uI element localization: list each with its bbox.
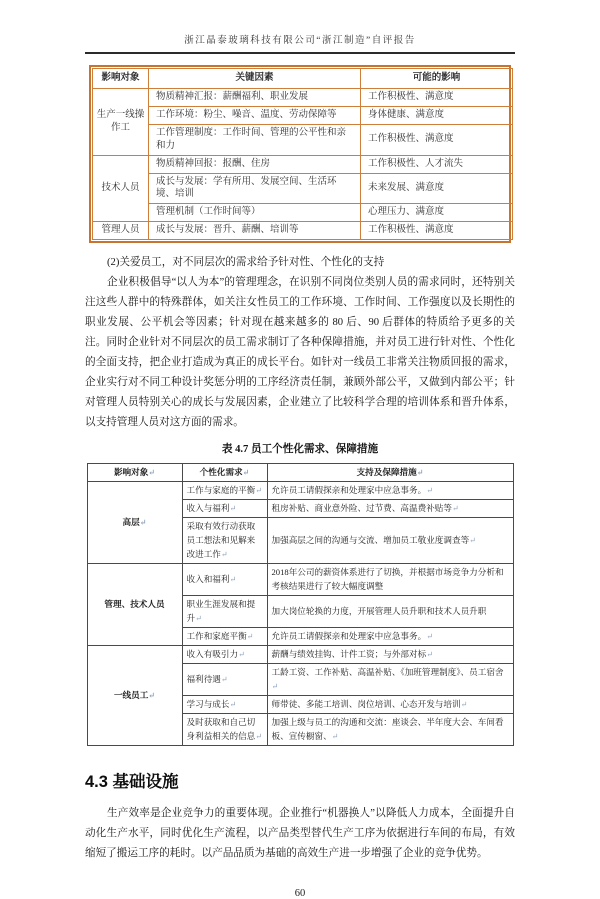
group-label: 管理、技术人员 xyxy=(87,564,182,646)
section-paragraph: 生产效率是企业竞争力的重要体现。企业推行“机器换人”以降低人力成本，全面提升自动化生产水平，同时优化生产流程，以产品类型替代生产工序为依据进行车间的布局，有效缩短了搬运工序的耗时。以产品品质为基础的高效生产进一步增强了企业的竞争优势。 xyxy=(85,808,515,860)
paragraph-main: 企业积极倡导“以人为本”的管理理念，在识别不同岗位类别人员的需求同时，还特别关注这些人群中的特殊群体，如关注女性员工的工作环境、工作时间、工作强度以及长期性的职业发展、公平机会等因素；针对现在越来越多的 80 后、90 后群体的特质给予更多的关注。同时企业针对不同层次的员工需求制订了各种保障措施，并对员工进行针对性、个性化的全面支持，把企业打造成为真正的成长平台。如针对一线员工非常关注物质回报的需求，企业实行对不同工种设计奖惩分明的工序经济责任制，兼顾外部公平，又做到内部公平；针对管理人员特别关心的成长与发展因素，企业建立了比较科学合理的培训体系和晋升体系，以支持管理人员对这方面的需求。 xyxy=(85,277,515,429)
cell-support: 加大岗位轮换的力度，开展管理人员升职和技术人员升职 xyxy=(267,596,513,628)
return-mark: ↵ xyxy=(255,732,262,742)
table-row xyxy=(87,646,513,664)
cell-effect: 工作积极性、满意度 xyxy=(361,125,513,156)
personalized-needs-table xyxy=(87,463,514,746)
return-mark: ↵ xyxy=(242,468,250,478)
col-header: 关键因素 xyxy=(149,69,361,89)
section-heading: 4.3 基础设施 xyxy=(85,773,179,792)
cell-factor: 成长与发展：晋升、薪酬、培训等 xyxy=(149,222,361,240)
return-mark: ↵ xyxy=(148,691,156,701)
table-row xyxy=(93,107,513,125)
return-mark: ↵ xyxy=(148,468,156,478)
cell-effect: 心理压力、满意度 xyxy=(361,204,513,222)
cell-support: 加强上级与员工的沟通和交流：座谈会、半年度大会、车间看板、宣传橱窗、↵ xyxy=(267,714,513,746)
table-row xyxy=(93,155,513,173)
return-mark: ↵ xyxy=(220,675,228,685)
group-label: 一线员工↵ xyxy=(87,646,182,746)
return-mark: ↵ xyxy=(220,550,228,560)
cell-factor: 物质精神回报：报酬、住房 xyxy=(149,155,361,173)
cell-effect: 工作积极性、满意度 xyxy=(361,89,513,107)
return-mark: ↵ xyxy=(426,650,433,660)
return-mark: ↵ xyxy=(139,518,147,528)
cell-effect: 未来发展、满意度 xyxy=(361,173,513,204)
cell-need: 工作和家庭平衡↵ xyxy=(182,628,267,646)
return-mark: ↵ xyxy=(195,614,202,624)
return-mark: ↵ xyxy=(229,504,237,514)
paragraph-intro: (2)关爱员工，对不同层次的需求给予针对性、个性化的支持 xyxy=(107,257,385,269)
cell-effect: 工作积极性、人才流失 xyxy=(361,155,513,173)
group-label: 高层↵ xyxy=(87,482,182,564)
return-mark: ↵ xyxy=(229,700,237,710)
cell-need: 收入与福利↵ xyxy=(182,500,267,518)
table-header-row xyxy=(93,69,513,89)
cell-need: 及时获取和自己切身利益相关的信息↵ xyxy=(182,714,267,746)
cell-support: 2018年公司的薪资体系进行了切换，并根据市场竞争力分析和考核结果进行了较大幅度调整 xyxy=(267,564,513,596)
return-mark: ↵ xyxy=(426,486,433,496)
cell-support: 允许员工请假探亲和处理家中应急事务。↵ xyxy=(267,482,513,500)
return-mark: ↵ xyxy=(331,732,339,742)
running-header: 浙江晶泰玻璃科技有限公司“浙江制造”自评报告 xyxy=(184,36,416,46)
table-header-row xyxy=(87,464,513,482)
cell-factor: 工作环境：粉尘、噪音、温度、劳动保障等 xyxy=(149,107,361,125)
page-number: 60 xyxy=(294,888,306,899)
cell-support: 工龄工资、工作补贴、高温补贴、《加班管理制度》、员工宿舍↵ xyxy=(267,664,513,696)
influence-factors-table xyxy=(92,68,513,240)
cell-support: 加强高层之间的沟通与交流、增加员工敬业度调查等↵ xyxy=(267,518,513,564)
cell-factor: 工作管理制度：工作时间、管理的公平性和亲和力 xyxy=(149,125,361,156)
return-mark: ↵ xyxy=(255,486,262,496)
table-row xyxy=(87,482,513,500)
cell-effect: 身体健康、满意度 xyxy=(361,107,513,125)
cell-need: 职业生涯发展和提升↵ xyxy=(182,596,267,628)
col-header: 影响对象↵ xyxy=(87,464,182,482)
group-label: 技术人员 xyxy=(93,155,149,222)
cell-need: 收入有吸引力↵ xyxy=(182,646,267,664)
table-row xyxy=(87,564,513,596)
cell-support: 师带徒、多能工培训、岗位培训、心态开发与培训↵ xyxy=(267,696,513,714)
return-mark: ↵ xyxy=(469,536,476,546)
cell-need: 福利待遇↵ xyxy=(182,664,267,696)
return-mark: ↵ xyxy=(238,650,245,660)
return-mark: ↵ xyxy=(271,682,279,692)
cell-support: 薪酬与绩效挂钩、计件工资；与外部对标↵ xyxy=(267,646,513,664)
table-row xyxy=(93,204,513,222)
table-caption: 表 4.7 员工个性化需求、保障措施 xyxy=(221,444,379,456)
return-mark: ↵ xyxy=(460,700,468,710)
cell-need: 学习与成长↵ xyxy=(182,696,267,714)
group-label: 管理人员 xyxy=(93,222,149,240)
table-row xyxy=(93,222,513,240)
return-mark: ↵ xyxy=(451,504,459,514)
return-mark: ↵ xyxy=(246,632,254,642)
group-label: 生产一线操作工 xyxy=(93,89,149,156)
return-mark: ↵ xyxy=(416,468,424,478)
cell-need: 工作与家庭的平衡↵ xyxy=(182,482,267,500)
table-row xyxy=(93,89,513,107)
influence-factors-table-frame xyxy=(89,65,511,243)
table-row xyxy=(93,125,513,156)
col-header: 影响对象 xyxy=(93,69,149,89)
cell-support: 允许员工请假探亲和处理家中应急事务。↵ xyxy=(267,628,513,646)
col-header: 可能的影响 xyxy=(361,69,513,89)
cell-effect: 工作积极性、满意度 xyxy=(361,222,513,240)
return-mark: ↵ xyxy=(229,575,237,585)
header-rule xyxy=(85,52,515,54)
return-mark: ↵ xyxy=(426,632,433,642)
col-header: 支持及保障措施↵ xyxy=(267,464,513,482)
cell-need: 采取有效行动获取员工想法和见解来改进工作↵ xyxy=(182,518,267,564)
cell-factor: 成长与发展：学有所用、发展空间、生活环境、培训 xyxy=(149,173,361,204)
cell-factor: 管理机制（工作时间等） xyxy=(149,204,361,222)
col-header: 个性化需求↵ xyxy=(182,464,267,482)
table-row xyxy=(93,173,513,204)
cell-factor: 物质精神汇报：薪酬福利、职业发展 xyxy=(149,89,361,107)
cell-support: 租房补贴、商业意外险、过节费、高温费补贴等↵ xyxy=(267,500,513,518)
cell-need: 收入和福利↵ xyxy=(182,564,267,596)
